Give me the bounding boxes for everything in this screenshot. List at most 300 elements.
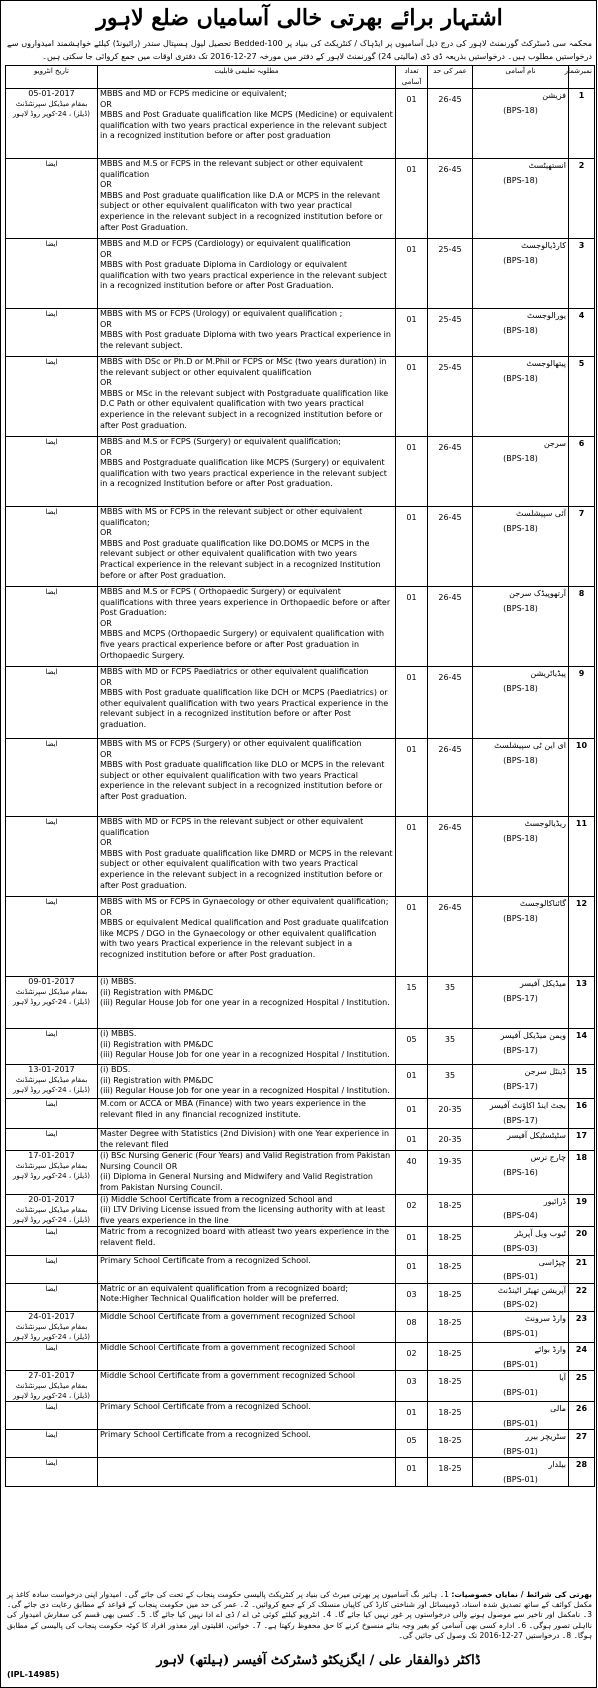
post-cell: [473, 1227, 569, 1255]
interview-venue: ایضا: [45, 588, 58, 596]
post-cell: [473, 1065, 569, 1099]
age-limit: 26-45: [428, 507, 473, 587]
table-row: [6, 1151, 595, 1194]
interview-date: 05-01-2017: [28, 89, 75, 98]
interview-venue: بمقام میڈیکل سپرنٹنڈنٹ (ڈیلز) ، 24-کوپر روڈ لاہور: [12, 1382, 91, 1401]
qualification-cell: Middle School Certificate from a government recognized School: [98, 1311, 396, 1342]
vacancy-count: 40: [396, 1151, 428, 1194]
age-limit: 20-35: [428, 1129, 473, 1151]
interview-venue: ایضا: [45, 1030, 58, 1038]
post-cell: [473, 159, 569, 239]
serial-number: 5: [569, 357, 595, 437]
age-limit: 26-45: [428, 667, 473, 739]
post-cell: [473, 1151, 569, 1194]
interview-venue: ایضا: [45, 1459, 58, 1468]
interview-venue: ایضا: [45, 1343, 58, 1352]
age-limit: 26-45: [428, 437, 473, 507]
age-limit: 25-45: [428, 357, 473, 437]
vacancy-count: 01: [396, 739, 428, 817]
interview-venue: بمقام میڈیکل سپرنٹنڈنٹ (ڈیلز) ، 24-کوپر روڈ لاہور: [12, 988, 91, 1006]
post-name: سرجن: [543, 439, 566, 448]
post-name: گائناکالوجسٹ: [519, 899, 566, 908]
post-name: آرتھوپیڈک سرجن: [509, 589, 566, 598]
serial-number: 2: [569, 159, 595, 239]
post-name: کارڈیالوجسٹ: [521, 241, 566, 250]
post-name: ای این ٹی سپیشلسٹ: [494, 741, 566, 750]
post-scale: (BPS-18): [503, 833, 538, 843]
header-post-name: نام آسامی: [473, 66, 569, 89]
vacancy-count: 01: [396, 357, 428, 437]
qualification-cell: Matric from a recognized board with atleast two years experience in the relavent field.: [98, 1227, 396, 1255]
vacancy-count: 15: [396, 977, 428, 1029]
signature: ڈاکٹر ذوالفقار علی / ایگزیکٹو ڈسٹرکٹ آفیسر (ہیلتھ) لاہور: [156, 1653, 481, 1668]
post-cell: [473, 1099, 569, 1129]
post-name: چپڑاسی: [538, 1257, 566, 1267]
post-scale: (BPS-01): [503, 1387, 538, 1397]
table-row: [6, 667, 595, 739]
interview-date-cell: [6, 159, 98, 239]
post-cell: [473, 977, 569, 1029]
age-limit: 18-25: [428, 1430, 473, 1458]
qualification-cell: MBBS and M.D or FCPS (Cardiology) or equivalent qualification OR MBBS with Post graduate Diploma in Cardiology or equivalent qualification with two years practical experience in the relevant subject in a recognized institution before or after Post Graduation.: [98, 239, 396, 309]
serial-number: 17: [569, 1129, 595, 1151]
qualification-cell: Primary School Certificate from a recognized School.: [98, 1255, 396, 1283]
table-row: [6, 89, 595, 159]
serial-number: 19: [569, 1194, 595, 1227]
vacancy-count: 01: [396, 587, 428, 667]
interview-date: 20-01-2017: [28, 1194, 75, 1204]
post-cell: [473, 817, 569, 897]
serial-number: 20: [569, 1227, 595, 1255]
serial-number: 12: [569, 897, 595, 977]
terms-heading: بھرتی کی شرائط / نمایاں خصوصیات:: [451, 1590, 592, 1599]
vacancy-count: 03: [396, 1371, 428, 1402]
post-scale: (BPS-18): [503, 105, 538, 115]
interview-date: 24-01-2017: [28, 1311, 75, 1321]
age-limit: 18-25: [428, 1255, 473, 1283]
age-limit: 35: [428, 1065, 473, 1099]
post-name: وارڈ سرونٹ: [524, 1313, 566, 1323]
post-scale: (BPS-17): [503, 1045, 538, 1055]
post-scale: (BPS-18): [503, 453, 538, 463]
post-scale: (BPS-18): [503, 913, 538, 923]
table-row: [6, 1029, 595, 1065]
interview-date-cell: [6, 1458, 98, 1486]
interview-date-cell: [6, 587, 98, 667]
qualification-cell: MBBS with MD or FCPS Paediatrics or other equivalent qualification OR MBBS with Post graduate qualification like DCH or MCPS (Paediatrics) or other equivalent qualification with two years Practical experience in the relevant subject in a recognized institution before or after Post graduation.: [98, 667, 396, 739]
post-scale: (BPS-18): [503, 325, 538, 335]
serial-number: 28: [569, 1458, 595, 1486]
table-header-row: [6, 66, 595, 89]
table-row: [6, 507, 595, 587]
interview-date-cell: [6, 1255, 98, 1283]
table-row: [6, 309, 595, 357]
post-scale: (BPS-17): [503, 1081, 538, 1091]
table-row: [6, 1430, 595, 1458]
table-row: [6, 739, 595, 817]
serial-number: 10: [569, 739, 595, 817]
interview-date-cell: [6, 667, 98, 739]
interview-venue: ایضا: [45, 1130, 58, 1138]
post-scale: (BPS-17): [503, 993, 538, 1003]
interview-date-cell: [6, 1151, 98, 1194]
serial-number: 7: [569, 507, 595, 587]
qualification-cell: Primary School Certificate from a recognized School.: [98, 1430, 396, 1458]
qualification-cell: MBBS and MD or FCPS medicine or equivalent; OR MBBS and Post Graduate qualification like MCPS (Medicine) or equivalent qualification with two years practical experience in the relevant subject in a recognized institution before or after post graduation: [98, 89, 396, 159]
post-cell: [473, 1283, 569, 1311]
table-row: [6, 817, 595, 897]
post-name: وارڈ بوائے: [534, 1344, 566, 1354]
age-limit: 20-35: [428, 1099, 473, 1129]
interview-date-cell: [6, 897, 98, 977]
post-name: آپریشن تھیٹر اٹینڈنٹ: [497, 1285, 566, 1295]
post-cell: [473, 437, 569, 507]
qualification-cell: MBBS with MS or FCPS in Gynaecology or other equivalent qualification; OR MBBS or equivalent Medical qualification and Post graduate qualifcation like MCPS / DGO in the Gynaecology or other equivalent qualification with two years Practical experience in the relevant subject in a recognized institution before or after Post graduation.: [98, 897, 396, 977]
post-name: انستھیٹسٹ: [528, 161, 566, 170]
serial-number: 3: [569, 239, 595, 309]
post-scale: (BPS-18): [503, 603, 538, 613]
interview-venue: ایضا: [45, 668, 58, 676]
interview-venue: بمقام میڈیکل سپرنٹنڈنٹ (ڈیلز) ، 24-کوپر روڈ لاہور: [12, 1162, 91, 1181]
post-cell: [473, 1402, 569, 1430]
post-cell: [473, 1194, 569, 1227]
vacancy-count: 01: [396, 309, 428, 357]
table-row: [6, 1099, 595, 1129]
qualification-cell: Middle School Certificate from a government recognized School: [98, 1342, 396, 1370]
ipl-number: (IPL-14985): [7, 1670, 60, 1679]
header-interview-date: تاریخ انٹرویو: [6, 66, 98, 89]
interview-date: 17-01-2017: [28, 1151, 75, 1161]
interview-venue: ایضا: [45, 1100, 58, 1108]
post-name: فزیشن: [542, 91, 566, 100]
ad-intro: محکمہ سی ڈسٹرکٹ گورنمنٹ لاہور کی درج ذیل آسامیوں پر ایڈہاک / کنٹریکٹ کی بنیاد پر 100-Bedded تحصیل لیول ہسپتال سندر (رائیونڈ) کیلئے خواہشمند امیدواروں سے درخواستیں مطلوب ہیں۔ درخواستیں بذریعہ ڈی ڈی (مالیتی 24) گورنمنٹ لاہور کے دفتر میں مورخہ 27-12-2016 تک دفتری اوقات میں جمع کروائی جا سکتی ہیں۔: [7, 39, 592, 61]
interview-date: 13-01-2017: [28, 1065, 75, 1074]
serial-number: 23: [569, 1311, 595, 1342]
vacancy-count: 01: [396, 1402, 428, 1430]
qualification-cell: MBBS and M.S or FCPS (Surgery) or equivalent qualification; OR MBBS and Postgraduate qualification like MCPS (Surgery) or equivalent qualification with two years practical experience in the relevant subject in a recognized Institution before or after Post graduation.: [98, 437, 396, 507]
interview-date-cell: [6, 1311, 98, 1342]
interview-date-cell: [6, 89, 98, 159]
post-name: پیتھالوجسٹ: [526, 359, 566, 368]
table-row: [6, 587, 595, 667]
post-cell: [473, 89, 569, 159]
qualification-cell: M.com or ACCA or MBA (Finance) with two years experience in the relevant filed in any financial recognized institute.: [98, 1099, 396, 1129]
interview-date-cell: [6, 1227, 98, 1255]
interview-date-cell: [6, 977, 98, 1029]
terms-text: 1۔ ہائیر نگ آسامیوں پر بھرتی میرٹ کی بنیاد پر کنٹریکٹ پالیسی حکومت پنجاب کے تحت کی جائے گی۔ امیدوار اپنی درخواست سادہ کاغذ پر مکمل کوائف کے ساتھ تصدیق شدہ اسناد، ڈومیسائل اور شناختی کارڈ کی کاپیاں منسلک کر کے جمع کروائیں۔ 2۔ عمر کی حد میں حکومت پنجاب کے قواعد کے مطابق رعایت دی جائے گی۔ 3۔ نامکمل اور تاخیر سے موصول ہونے والی درخواستوں پر غور نہیں کیا جائے گا۔ 4۔ انٹرویو کیلئے کوئی ٹی اے / ڈی اے ادا نہیں کیا جائے گا۔ 5۔ کسی بھی قسم کی سفارش امیدوار کی نااہلی تصور ہوگی۔ 6۔ ادارہ کسی بھی آسامی کو بغیر وجہ بتائے منسوخ کرنے کا حق محفوظ رکھتا ہے۔ 7۔ خواتین، اقلیتوں اور معذور افراد کا کوٹہ حکومت پنجاب کی پالیسی کے مطابق ہوگا۔ 8۔ درخواستیں 27-12-2016 تک وصول کی جائیں گی۔: [7, 1590, 592, 1640]
vacancy-count: 05: [396, 1430, 428, 1458]
post-name: آیا: [559, 1373, 566, 1383]
qualification-cell: (i) BSc Nursing Generic (Four Years) and Valid Registration from Pakistan Nursing Council OR (ii) Diploma in General Nursing and Midwifery and Valid Registration from Pakistan Nursing Council.: [98, 1151, 396, 1194]
age-limit: 19-35: [428, 1151, 473, 1194]
vacancy-count: 01: [396, 1065, 428, 1099]
table-row: [6, 977, 595, 1029]
post-cell: [473, 1371, 569, 1402]
vacancy-count: 01: [396, 437, 428, 507]
interview-date-cell: [6, 507, 98, 587]
interview-date-cell: [6, 739, 98, 817]
post-scale: (BPS-01): [503, 1328, 538, 1338]
post-cell: [473, 1129, 569, 1151]
vacancy-count: 01: [396, 89, 428, 159]
age-limit: 35: [428, 1029, 473, 1065]
post-scale: (BPS-18): [503, 255, 538, 265]
age-limit: 18-25: [428, 1194, 473, 1227]
interview-date-cell: [6, 1129, 98, 1151]
serial-number: 14: [569, 1029, 595, 1065]
interview-date-cell: [6, 309, 98, 357]
table-row: [6, 1283, 595, 1311]
table-row: [6, 1458, 595, 1486]
age-limit: 18-25: [428, 1342, 473, 1370]
post-scale: (BPS-01): [503, 1272, 538, 1282]
interview-date-cell: [6, 817, 98, 897]
serial-number: 22: [569, 1283, 595, 1311]
vacancy-count: 01: [396, 1227, 428, 1255]
serial-number: 13: [569, 977, 595, 1029]
vacancy-count: 05: [396, 1029, 428, 1065]
interview-venue: ایضا: [45, 898, 58, 906]
table-row: [6, 159, 595, 239]
post-cell: [473, 357, 569, 437]
interview-venue: ایضا: [45, 160, 58, 168]
post-cell: [473, 667, 569, 739]
table-row: [6, 1342, 595, 1370]
vacancy-table: [5, 65, 595, 1487]
age-limit: 26-45: [428, 817, 473, 897]
qualification-cell: MBBS and M.S or FCPS in the relevant subject or other equivalent qualification OR MBBS and Post graduate qualification like D.A or MCPS in the relevant subject or other equivalent qualificaton with two year practical experience in the relevant subject in a recognized institution before or after Post Graduation.: [98, 159, 396, 239]
qualification-cell: (i) MBBS. (ii) Registration with PM&DC (iii) Regular House Job for one year in a recognized Hospital / Institution.: [98, 977, 396, 1029]
post-cell: [473, 1255, 569, 1283]
vacancy-count: 01: [396, 1099, 428, 1129]
serial-number: 24: [569, 1342, 595, 1370]
table-row: [6, 1129, 595, 1151]
vacancy-count: 01: [396, 159, 428, 239]
interview-date-cell: [6, 1029, 98, 1065]
table-row: [6, 1194, 595, 1227]
age-limit: 18-25: [428, 1283, 473, 1311]
table-row: [6, 1371, 595, 1402]
vacancy-count: 02: [396, 1342, 428, 1370]
interview-venue: ایضا: [45, 1256, 58, 1265]
qualification-cell: Primary School Certificate from a recognized School.: [98, 1402, 396, 1430]
age-limit: 18-25: [428, 1371, 473, 1402]
qualification-cell: (i) Middle School Certificate from a recognized School and (ii) LTV Driving License issued from the licensing authority with at least five years experience in the line: [98, 1194, 396, 1227]
qualification-cell: MBBS with MS or FCPS in the relevant subject or other equivalent qualificaton; OR MBBS and Post graduate qualification like DO.DOMS or MCPS in the relevant subject or other equivalent qualification with two years Practical experience in the relevant subject in a recognized Institution before or after Post graduation.: [98, 507, 396, 587]
post-name: ویمن میڈیکل آفیسر: [500, 1031, 566, 1040]
post-scale: (BPS-02): [503, 1300, 538, 1310]
interview-date-cell: [6, 1342, 98, 1370]
age-limit: 26-45: [428, 89, 473, 159]
serial-number: 27: [569, 1430, 595, 1458]
interview-date-cell: [6, 437, 98, 507]
table-row: [6, 897, 595, 977]
qualification-cell: Master Degree with Statistics (2nd Division) with one Year experience in the relevant filed: [98, 1129, 396, 1151]
post-name: سٹریچر بیرر: [525, 1432, 566, 1442]
post-scale: (BPS-18): [503, 373, 538, 383]
post-name: آئی سپیشلسٹ: [516, 509, 566, 518]
interview-date-cell: [6, 1402, 98, 1430]
serial-number: 4: [569, 309, 595, 357]
interview-venue: ایضا: [45, 818, 58, 826]
interview-date-cell: [6, 357, 98, 437]
qualification-cell: [98, 1458, 396, 1486]
serial-number: 1: [569, 89, 595, 159]
interview-date: 27-01-2017: [28, 1371, 75, 1381]
interview-venue: ایضا: [45, 438, 58, 446]
age-limit: 26-45: [428, 159, 473, 239]
age-limit: 25-45: [428, 309, 473, 357]
interview-date-cell: [6, 239, 98, 309]
post-cell: [473, 739, 569, 817]
serial-number: 6: [569, 437, 595, 507]
post-name: میڈیکل آفیسر: [519, 979, 566, 988]
qualification-cell: MBBS with MS or FCPS (Urology) or equivalent qualification ; OR MBBS with Post graduate Diploma with two years Practical experience in the relevant subject.: [98, 309, 396, 357]
post-name: بجٹ اینڈ اکاؤنٹ آفیسر: [489, 1101, 566, 1110]
post-scale: (BPS-01): [503, 1446, 538, 1456]
post-scale: (BPS-18): [503, 683, 538, 693]
qualification-cell: MBBS with MS or FCPS (Surgery) or other equivalent qualification OR MBBS with Post graduate qualification like DLO or MCPS in the relevant subject or other equivalent qualification with two years Practical experience in the relevant subject in a recognized institution before or after Post graduation.: [98, 739, 396, 817]
terms-section: [7, 1590, 592, 1652]
header-vacancies: تعداد آسامی: [396, 66, 428, 89]
post-name: ڈینٹل سرجن: [524, 1067, 566, 1076]
interview-venue: ایضا: [45, 508, 58, 516]
post-scale: (BPS-01): [503, 1359, 538, 1369]
post-scale: (BPS-17): [503, 1115, 538, 1125]
post-scale: (BPS-03): [503, 1243, 538, 1253]
vacancy-count: 01: [396, 1255, 428, 1283]
post-scale: (BPS-16): [503, 1167, 538, 1177]
serial-number: 11: [569, 817, 595, 897]
age-limit: 18-25: [428, 1402, 473, 1430]
post-cell: [473, 309, 569, 357]
post-name: یورالوجسٹ: [527, 311, 566, 320]
header-age-limit: عمر کی حد: [428, 66, 473, 89]
interview-venue: ایضا: [45, 310, 58, 318]
age-limit: 26-45: [428, 739, 473, 817]
interview-venue: ایضا: [45, 1284, 58, 1293]
post-name: سٹیٹسٹیکل آفیسر: [507, 1131, 566, 1140]
post-name: مالی: [550, 1404, 566, 1414]
vacancy-count: 01: [396, 897, 428, 977]
serial-number: 26: [569, 1402, 595, 1430]
ad-title: اشتہار برائے بھرتی خالی آسامیاں ضلع لاہور: [96, 5, 503, 31]
post-cell: [473, 239, 569, 309]
interview-venue: ایضا: [45, 740, 58, 748]
serial-number: 16: [569, 1099, 595, 1129]
post-cell: [473, 1430, 569, 1458]
age-limit: 35: [428, 977, 473, 1029]
post-cell: [473, 897, 569, 977]
interview-date-cell: [6, 1099, 98, 1129]
post-name: پیڈیاٹریشن: [530, 669, 566, 678]
qualification-cell: MBBS and M.S or FCPS ( Orthopaedic Surgery) or equivalent qualifications with three years experience in Orthopaedic before or after Post Graduation: OR MBBS and MCPS (Orthopaedic Surgery) or equivalent qualification with five years practical experience before or after Post graduation in Orthopaedic Surgery.: [98, 587, 396, 667]
post-cell: [473, 1029, 569, 1065]
vacancy-count: 01: [396, 1458, 428, 1486]
vacancy-count: 01: [396, 239, 428, 309]
age-limit: 18-25: [428, 1227, 473, 1255]
qualification-cell: Matric or an equivalent qualification from a recognized board; Note:Higher Technical Qualification holder will be preferred.: [98, 1283, 396, 1311]
vacancy-count: 01: [396, 667, 428, 739]
serial-number: 15: [569, 1065, 595, 1099]
header-serial: نمبرشمار: [569, 66, 595, 89]
interview-venue: ایضا: [45, 1228, 58, 1237]
post-cell: [473, 1311, 569, 1342]
qualification-cell: MBBS with DSc or Ph.D or M.Phil or FCPS or MSc (two years duration) in the relevant subject or other equivalent qualification OR MBBS or MSc in the relevant subject with Postgraduate qualification like D.C Path or other equivalent qualification with two years practical experience in the relevant subject in a recognized institution before or after Post graduation.: [98, 357, 396, 437]
post-cell: [473, 587, 569, 667]
interview-date-cell: [6, 1283, 98, 1311]
table-row: [6, 1065, 595, 1099]
table-row: [6, 1402, 595, 1430]
vacancy-count: 01: [396, 1129, 428, 1151]
interview-date-cell: [6, 1194, 98, 1227]
table-row: [6, 1255, 595, 1283]
interview-venue: ایضا: [45, 1403, 58, 1412]
vacancy-count: 02: [396, 1194, 428, 1227]
interview-venue: ایضا: [45, 358, 58, 366]
age-limit: 26-45: [428, 587, 473, 667]
vacancy-count: 01: [396, 817, 428, 897]
table-row: [6, 437, 595, 507]
serial-number: 9: [569, 667, 595, 739]
interview-venue: ایضا: [45, 240, 58, 248]
interview-date: 09-01-2017: [28, 977, 75, 986]
qualification-cell: (i) BDS. (ii) Registration with PM&DC (iii) Regular House Job for one year in a recognized Hospital / Institution.: [98, 1065, 396, 1099]
post-cell: [473, 1458, 569, 1486]
interview-date-cell: [6, 1430, 98, 1458]
serial-number: 21: [569, 1255, 595, 1283]
post-scale: (BPS-18): [503, 175, 538, 185]
post-scale: (BPS-01): [503, 1418, 538, 1428]
vacancy-count: 08: [396, 1311, 428, 1342]
post-name: ڈرائیور: [543, 1196, 566, 1206]
interview-venue: بمقام میڈیکل سپرنٹنڈنٹ (ڈیلز) ، 24-کوپر روڈ لاہور: [12, 100, 91, 118]
interview-venue: ایضا: [45, 1431, 58, 1440]
qualification-cell: Middle School Certificate from a government recognized School: [98, 1371, 396, 1402]
vacancy-count: 01: [396, 507, 428, 587]
serial-number: 8: [569, 587, 595, 667]
table-row: [6, 1311, 595, 1342]
interview-venue: بمقام میڈیکل سپرنٹنڈنٹ (ڈیلز) ، 24-کوپر روڈ لاہور: [12, 1076, 91, 1094]
interview-date-cell: [6, 1065, 98, 1099]
interview-venue: بمقام میڈیکل سپرنٹنڈنٹ (ڈیلز) ، 24-کوپر روڈ لاہور: [12, 1205, 91, 1224]
age-limit: 18-25: [428, 1458, 473, 1486]
post-name: بیلدار: [548, 1460, 566, 1470]
post-name: ٹیوب ویل آپریٹر: [514, 1229, 566, 1239]
serial-number: 18: [569, 1151, 595, 1194]
interview-venue: بمقام میڈیکل سپرنٹنڈنٹ (ڈیلز) ، 24-کوپر روڈ لاہور: [12, 1322, 91, 1341]
table-row: [6, 239, 595, 309]
post-cell: [473, 1342, 569, 1370]
post-cell: [473, 507, 569, 587]
age-limit: 26-45: [428, 897, 473, 977]
header-qualification: مطلوبہ تعلیمی قابلیت: [98, 66, 396, 89]
table-row: [6, 1227, 595, 1255]
qualification-cell: (i) MBBS. (ii) Registration with PM&DC (iii) Regular House Job for one year in a recognized Hospital / Institution.: [98, 1029, 396, 1065]
post-name: ریڈیالوجسٹ: [524, 819, 566, 828]
qualification-cell: MBBS with MD or FCPS in the relevant subject or other equivalent qualification OR MBBS with Post graduate qualification like DMRD or MCPS in the relevant subject or other equivalent qualification with two years Practical experience in the relevant subject in a recognized institution before or after Post graduation.: [98, 817, 396, 897]
post-scale: (BPS-18): [503, 523, 538, 533]
post-scale: (BPS-18): [503, 755, 538, 765]
table-row: [6, 357, 595, 437]
post-name: چارج نرس: [530, 1153, 566, 1163]
age-limit: 25-45: [428, 239, 473, 309]
vacancy-count: 03: [396, 1283, 428, 1311]
interview-date-cell: [6, 1371, 98, 1402]
post-scale: (BPS-01): [503, 1475, 538, 1485]
age-limit: 18-25: [428, 1311, 473, 1342]
serial-number: 25: [569, 1371, 595, 1402]
